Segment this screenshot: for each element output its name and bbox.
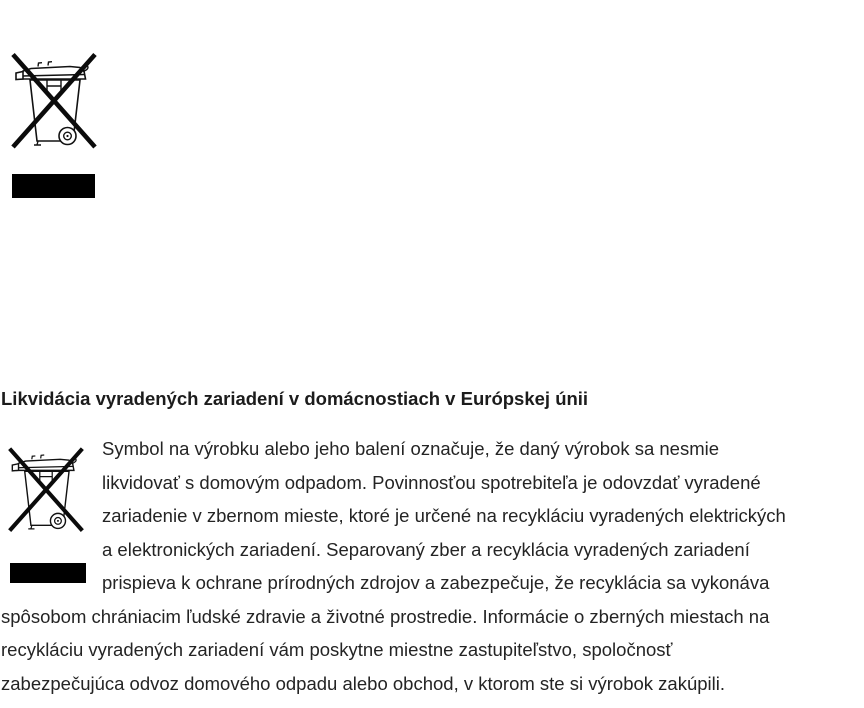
body-paragraph [1,432,864,700]
body-line: spôsobom chrániacim ľudské zdravie a životné prostredie. Informácie o zberných miestach na [1,605,770,627]
section-heading: Likvidácia vyradených zariadení v domácnostiach v Európskej únii [1,388,589,409]
body-line: Symbol na výrobku alebo jeho balení označuje, že daný výrobok sa nesmie [102,438,720,459]
body-line: prispieva k ochrane prírodných zdrojov a zabezpečuje, že recyklácia sa vykonáva [102,572,770,593]
body-line: zariadenie v zbernom mieste, ktoré je určené na recykláciu vyradených elektrických [102,505,786,526]
body-line: likvidovať s domovým odpadom. Povinnosťou spotrebiteľa je odovzdať vyradené [102,471,761,493]
body-line: recykláciu vyradených zariadení vám poskytne miestne zastupiteľstvo, spoločnosť [1,639,673,660]
body-line: zabezpečujúca odvoz domového odpadu alebo obchod, v ktorom ste si výrobok zakúpili. [1,672,725,694]
body-line: a elektronických zariadení. Separovaný zber a recyklácia vyradených zariadení [102,538,750,560]
weee-symbol-top [10,50,98,198]
crossed-out-wheeled-bin-icon [10,50,98,150]
black-bar [12,174,95,198]
